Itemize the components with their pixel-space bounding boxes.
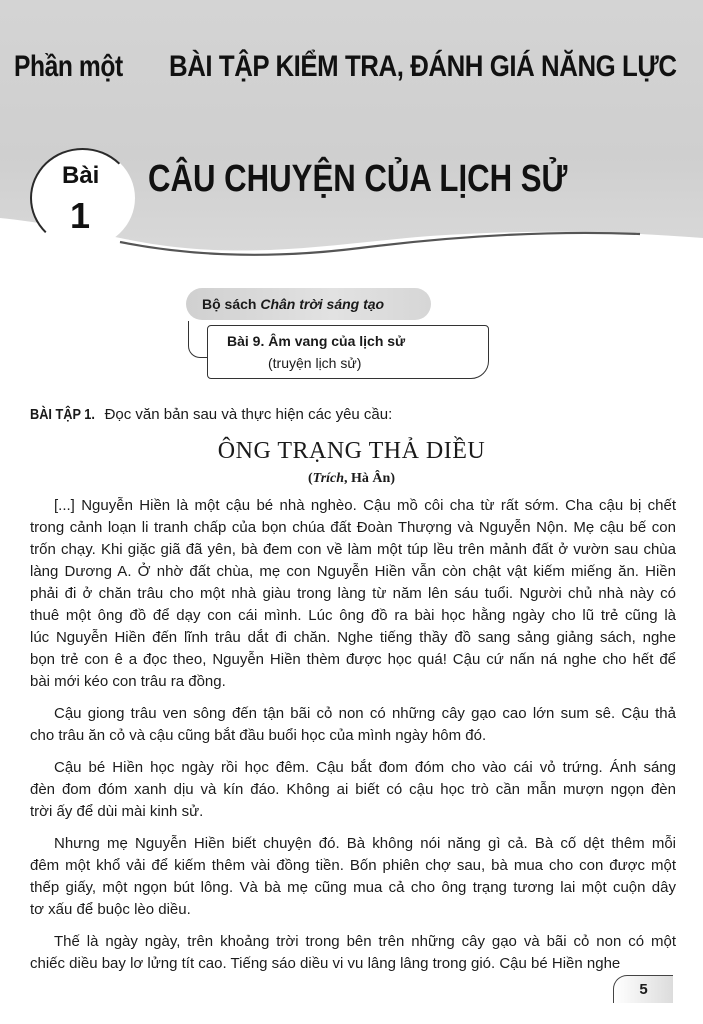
- series-name: Chân trời sáng tạo: [260, 296, 385, 312]
- story-line: [...] Nguyễn Hiền là một cậu bé nhà nghèo. Cậu mồ côi cha từ rất sớm. Cha cậu bị chết: [54, 497, 676, 514]
- exercise-label: BÀI TẬP 1.: [30, 406, 95, 423]
- story-line: thuê một ông đồ để dạy con cái mình. Lúc ông đồ ra bài học hằng ngày cho lũ trẻ cũng là: [30, 607, 676, 624]
- series-pill: [186, 288, 431, 320]
- story-line: lúc Nguyễn Hiền đến lĩnh trâu dắt đi chăn. Nghe tiếng thầy đồ sang sảng giảng sách, nghe: [30, 629, 676, 646]
- story-paragraph: [30, 833, 676, 921]
- series-bracket: [188, 321, 209, 358]
- lesson-word: Bài: [62, 162, 100, 189]
- story-line: trong cảnh loạn li tranh chấp của bọn chúa đất Đoàn Thượng và Nguyễn Nộn. Mẹ cậu bế con: [30, 519, 676, 536]
- exercise-instruction: Đọc văn bản sau và thực hiện các yêu cầu:: [100, 406, 393, 423]
- page-number: 5: [613, 975, 673, 1003]
- lesson-reference-box: [207, 325, 489, 379]
- author-name: , Hà Ân: [344, 471, 391, 486]
- story-paragraph: [30, 703, 676, 747]
- story-line: bọn trẻ con ê a đọc theo, Nguyễn Hiền thèm được học quá! Cậu cứ nấn ná nghe cho hết để: [30, 651, 676, 668]
- story-line: cho trâu ăn cỏ và cậu cũng bắt đầu buổi học của mình ngày hôm đó.: [30, 727, 487, 744]
- story-line: trốn chạy. Khi giặc giã đã yên, bà đem con về làm một túp lều trên mảnh đất ở vườn sau chùa: [30, 541, 676, 558]
- story-line: chiếc diều bay lơ lửng tít cao. Tiếng sáo diều vi vu lâng lâng trong gió. Cậu bé Hiền nghe: [30, 955, 621, 972]
- lesson-title: CÂU CHUYỆN CỦA LỊCH SỬ: [148, 158, 568, 200]
- story-title: ÔNG TRẠNG THẢ DIỀU: [217, 438, 486, 464]
- story-line: Nhưng mẹ Nguyễn Hiền biết chuyện đó. Bà không nói năng gì cả. Bà cố dệt thêm mỗi: [54, 835, 676, 852]
- story-paragraph: [30, 757, 676, 823]
- story-line: Cậu bé Hiền học ngày rồi học đêm. Cậu bắt đom đóm cho vào cái vỏ trứng. Ánh sáng: [54, 759, 676, 776]
- story-paragraph: [30, 931, 676, 975]
- story-line: trời ấy để dùi mài kinh sử.: [30, 803, 204, 820]
- reference-lesson-title: Bài 9. Âm vang của lịch sử: [227, 333, 406, 349]
- story-line: làng Dương A. Ở nhờ đất chùa, mẹ con Nguyễn Hiền vẫn còn chật vật kiếm miếng ăn. Hiền: [30, 563, 676, 580]
- story-line: Thế là ngày ngày, trên khoảng trời trong bên trên những cây gạo và bãi cỏ non có một: [54, 933, 676, 950]
- story-line: đèn đom đóm xanh dịu và kín đáo. Không ai biết có cậu học trò cần mẫn mượn ngọn đèn: [30, 781, 676, 798]
- series-prefix: Bộ sách: [202, 296, 261, 312]
- part-title: [14, 50, 703, 84]
- excerpt-word: Trích: [312, 471, 345, 486]
- part-main-title: BÀI TẬP KIỂM TRA, ĐÁNH GIÁ NĂNG LỰC: [168, 50, 677, 83]
- reference-lesson-genre: (truyện lịch sử): [268, 355, 362, 371]
- story-line: Cậu giong trâu ven sông đến tận bãi cỏ non có những cây gạo cao lớn sum sê. Cậu thả: [54, 705, 676, 722]
- story-line: đêm một khổ vải để kiếm thêm vài đồng tiền. Bốn phiên chợ sau, bà mua cho con được một: [30, 857, 676, 874]
- part-label: Phần một: [14, 50, 123, 83]
- lesson-number: 1: [70, 195, 91, 236]
- header-banner: [0, 0, 703, 262]
- story-author: (Trích, Hà Ân): [307, 471, 395, 486]
- story-line: thếp giấy, một ngọn bút lông. Và bà mẹ cũng mua cả cho ông trạng tương lai một cuộn dây: [30, 879, 676, 896]
- story-line: tơ xấu để buộc lèo diều.: [30, 901, 191, 918]
- exercise-heading: [30, 406, 392, 423]
- story-line: phải đi ở chăn trâu cho một nhà giàu trong làng từ năm lên sáu tuổi. Người chủ nhà này có: [30, 585, 676, 602]
- story-line: bài mới kéo con trâu ra đồng.: [30, 673, 226, 690]
- story-paragraph: [30, 495, 676, 693]
- story-body: [30, 495, 676, 985]
